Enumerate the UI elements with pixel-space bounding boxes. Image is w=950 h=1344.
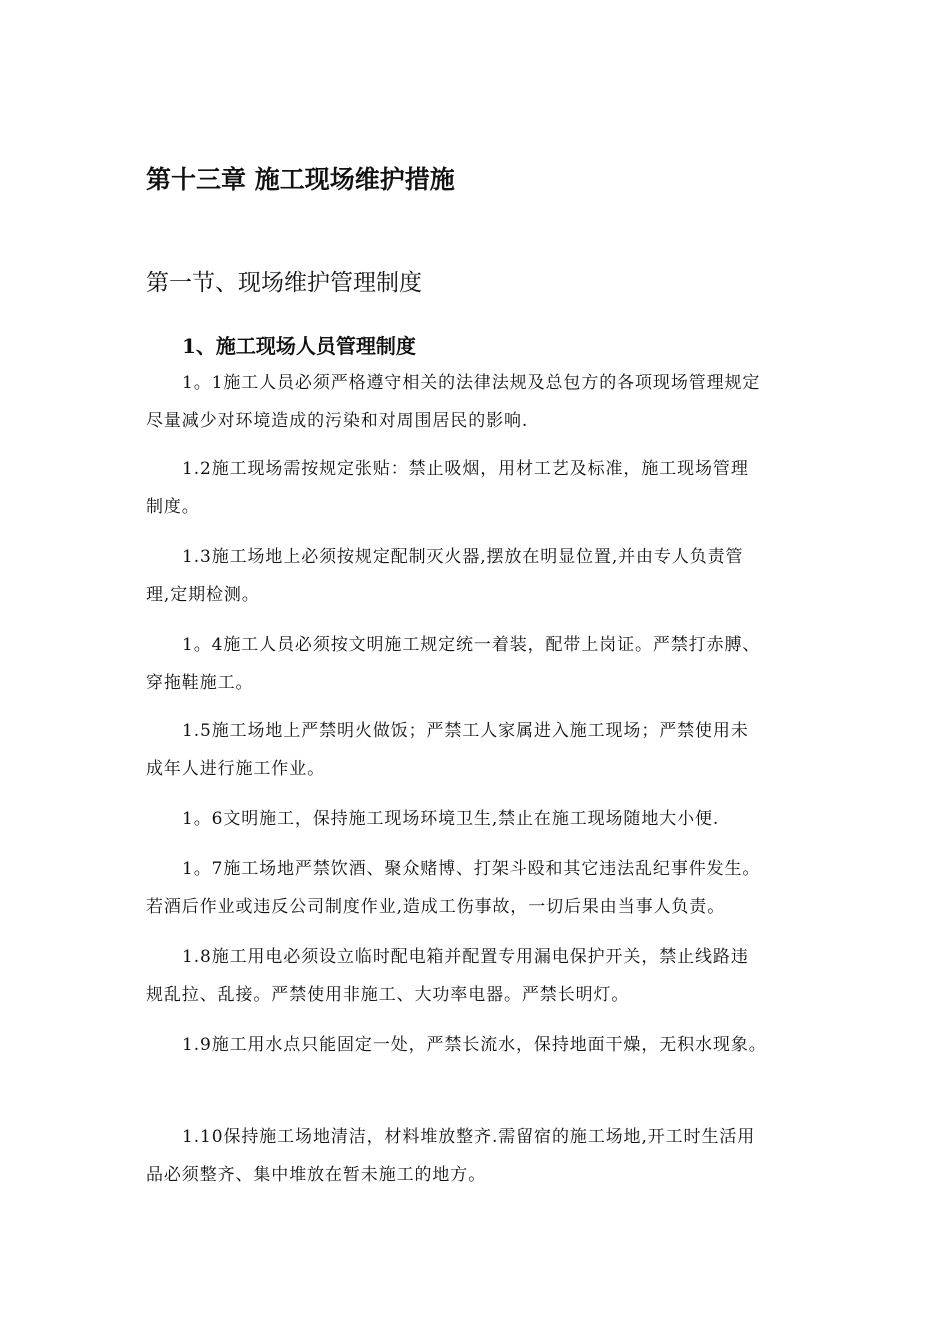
paragraph-line: 1。4施工人员必须按文明施工规定统一着装，配带上岗证。严禁打赤膊、	[182, 635, 761, 655]
paragraph-line: 尽量减少对环境造成的污染和对周围居民的影响.	[146, 411, 529, 431]
paragraph-1-6	[146, 800, 816, 838]
paragraph-line: 1.9施工用水点只能固定一处，严禁长流水，保持地面干燥，无积水现象。	[182, 1035, 767, 1055]
paragraph-line: 若酒后作业或违反公司制度作业,造成工伤事故，一切后果由当事人负责。	[146, 897, 726, 917]
paragraph-line: 品必须整齐、集中堆放在暂未施工的地方。	[146, 1165, 487, 1185]
paragraph-line: 规乱拉、乱接。严禁使用非施工、大功率电器。严禁长明灯。	[146, 985, 630, 1005]
paragraph-line: 1。1施工人员必须严格遵守相关的法律法规及总包方的各项现场管理规定	[182, 373, 761, 393]
paragraph-1-2	[146, 450, 816, 526]
paragraph-line: 1。6文明施工，保持施工现场环境卫生,禁止在施工现场随地大小便.	[182, 809, 720, 829]
paragraph-1-10	[146, 1118, 816, 1194]
paragraph-1-7	[146, 850, 816, 926]
paragraph-1-9	[146, 1026, 816, 1064]
subsection-title: 1、施工现场人员管理制度	[182, 334, 416, 358]
paragraph-1-3	[146, 538, 816, 614]
paragraph-line: 制度。	[146, 497, 200, 517]
paragraph-line: 1.5施工场地上严禁明火做饭；严禁工人家属进入施工现场；严禁使用未	[182, 721, 749, 741]
paragraph-line: 成年人进行施工作业。	[146, 759, 325, 779]
paragraph-line: 穿拖鞋施工。	[146, 673, 254, 693]
chapter-title: 第十三章 施工现场维护措施	[146, 165, 455, 194]
paragraph-line: 理,定期检测。	[146, 585, 260, 605]
section-title: 第一节、现场维护管理制度	[146, 270, 422, 296]
paragraph-1-5	[146, 712, 816, 788]
paragraph-1-4	[146, 626, 816, 702]
paragraph-1-8	[146, 938, 816, 1014]
paragraph-line: 1。7施工场地严禁饮酒、聚众赌博、打架斗殴和其它违法乱纪事件发生。	[182, 859, 761, 879]
paragraph-line: 1.2施工现场需按规定张贴：禁止吸烟，用材工艺及标准，施工现场管理	[182, 459, 749, 479]
paragraph-line: 1.8施工用电必须设立临时配电箱并配置专用漏电保护开关，禁止线路违	[182, 947, 749, 967]
paragraph-1-1	[146, 364, 816, 440]
paragraph-line: 1.10保持施工场地清洁，材料堆放整齐.需留宿的施工场地,开工时生活用	[182, 1127, 756, 1147]
paragraph-line: 1.3施工场地上必须按规定配制灭火器,摆放在明显位置,并由专人负责管	[182, 547, 744, 567]
